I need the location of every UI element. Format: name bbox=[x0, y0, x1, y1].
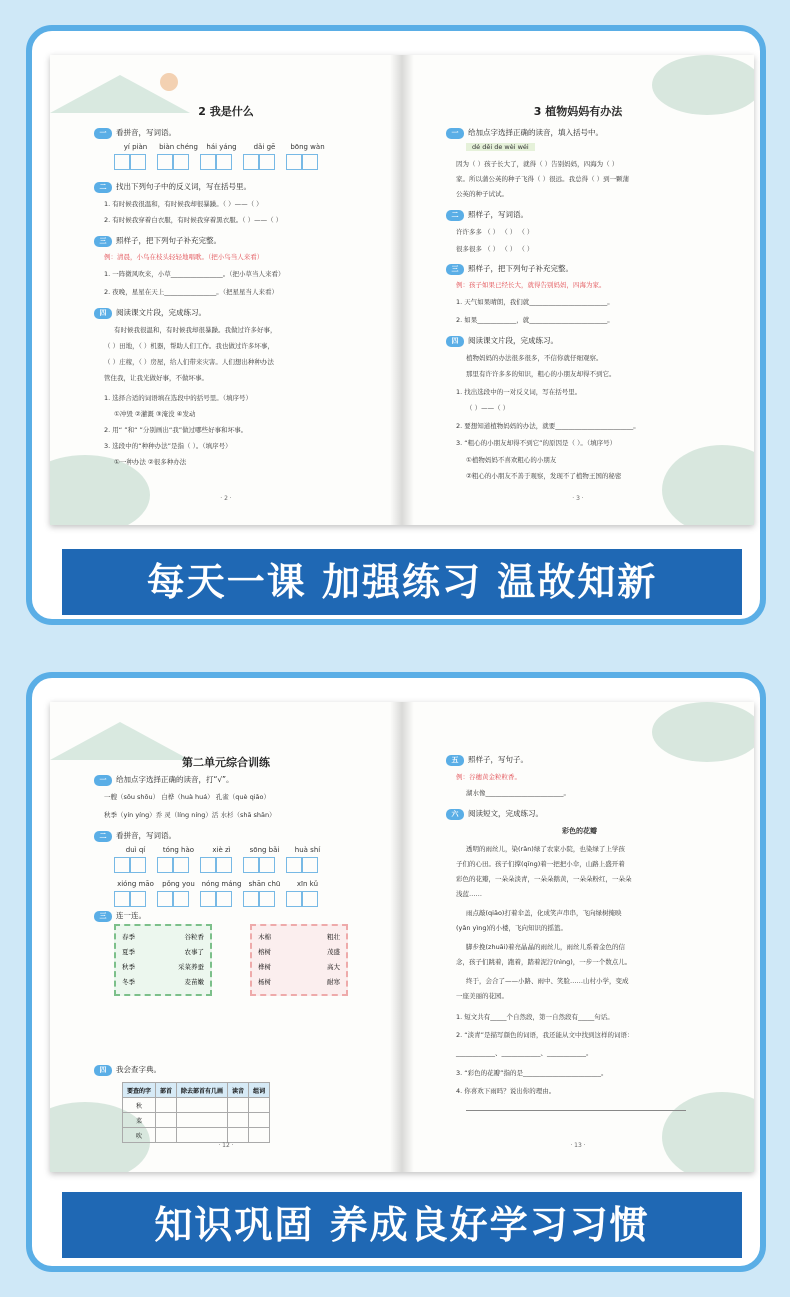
pinyin-row: xióng māo pǒng you nóng máng shān chū xīn kǔ bbox=[117, 880, 319, 888]
table-row: 秋 bbox=[123, 1098, 270, 1113]
section-2: 二 照样子，写词语。 bbox=[446, 209, 528, 221]
section-4: 四 我会查字典。 bbox=[94, 1064, 161, 1076]
writing-cell[interactable] bbox=[157, 154, 173, 170]
book-spine bbox=[390, 702, 414, 1172]
section-3: 三 照样子，把下列句子补充完整。 bbox=[446, 263, 573, 275]
writing-cell[interactable] bbox=[243, 857, 259, 873]
open-workbook bbox=[50, 702, 754, 1172]
match-row[interactable]: 春季 谷粒香 bbox=[122, 933, 204, 941]
page-title: 第二单元综合训练 bbox=[182, 756, 270, 769]
writing-cell[interactable] bbox=[200, 857, 216, 873]
writing-cell[interactable] bbox=[157, 891, 173, 907]
sun-decoration bbox=[160, 73, 178, 91]
page-title: 2 我是什么 bbox=[198, 105, 254, 118]
section-6: 六 阅读短文，完成练习。 bbox=[446, 808, 543, 820]
writing-cell[interactable] bbox=[243, 154, 259, 170]
matching-box-seasons bbox=[114, 924, 212, 996]
writing-cell[interactable] bbox=[130, 857, 146, 873]
writing-cell[interactable] bbox=[259, 857, 275, 873]
match-row[interactable]: 杨树 耐寒 bbox=[258, 978, 340, 986]
writing-cell[interactable] bbox=[130, 154, 146, 170]
table-row: 菜 bbox=[123, 1113, 270, 1128]
writing-cell[interactable] bbox=[216, 857, 232, 873]
writing-grid-row bbox=[114, 891, 329, 907]
section-1: 一 给加点字选择正确的读音，打“√”。 bbox=[94, 774, 234, 786]
match-row[interactable]: 冬季 麦苗嫩 bbox=[122, 978, 204, 986]
workbook-page-2: 2 我是什么 一 看拼音，写词语。 yí piàn biàn chéng hái yáng dǎi gē bōng wàn 二 找出下列句子中的反义词，写在括号里。 1. 有时候我很温和，有时候我却很暴躁。（ ）——（ ） 2. 有时候我穿着白衣服，有时候我穿着黑衣服。（ ）——（ ） 三 照样子，把下列句子补充完整。 例：清晨，小鸟在枝头轻轻地唱歌。（把小鸟当人来看） 1. 一阵微风吹来，小草________________。（把小草当人来看） 2. 夜晚，星星在天上________________。（把星星当人来看） 四 阅读课文片段，完成练习。 有时候我很温和，有时候我却很暴躁。我做过许多好事， （ ）田地，（ ）机器，帮助人们工作。我也做过许多坏事， （ ）庄稼，（ ）房屋，给人们带来灾害。人们想出种种办法 管住我，让我光做好事，不做坏事。 1. 选择合适的词语填在选段中的括号里。（填序号） ①冲毁 ②灌溉 ③淹没 ④发动 2. 用“ ”和“ ”分别画出“我”做过哪些好事和坏事。 3. 选段中的“种种办法”是指（ ）。（填序号） ①一种办法 ②很多种办法 · 2 · bbox=[50, 55, 402, 525]
feature-card-1 bbox=[26, 25, 766, 625]
writing-cell[interactable] bbox=[286, 891, 302, 907]
writing-cell[interactable] bbox=[173, 154, 189, 170]
section-1: 一 给加点字选择正确的读音，填入括号中。 bbox=[446, 127, 603, 139]
match-row[interactable]: 木棉 粗壮 bbox=[258, 933, 340, 941]
writing-cell[interactable] bbox=[286, 857, 302, 873]
page-number: · 2 · bbox=[220, 495, 232, 502]
pinyin-row: yí piàn biàn chéng hái yáng dǎi gē bōng wàn bbox=[123, 143, 325, 151]
section-4: 四 阅读课文片段，完成练习。 bbox=[446, 335, 558, 347]
writing-cell[interactable] bbox=[173, 891, 189, 907]
writing-cell[interactable] bbox=[302, 857, 318, 873]
writing-cell[interactable] bbox=[259, 154, 275, 170]
writing-cell[interactable] bbox=[302, 891, 318, 907]
page-title: 3 植物妈妈有办法 bbox=[533, 105, 623, 118]
writing-cell[interactable] bbox=[200, 891, 216, 907]
answer-line[interactable] bbox=[466, 1110, 686, 1111]
writing-cell[interactable] bbox=[216, 891, 232, 907]
dictionary-table: 要查的字 部首 除去部首有几画 读音 组词 秋 菜 吹 bbox=[122, 1082, 270, 1143]
section-2: 二 看拼音，写词语。 bbox=[94, 830, 176, 842]
match-row[interactable]: 榕树 茂盛 bbox=[258, 948, 340, 956]
table-row: 吹 bbox=[123, 1128, 270, 1143]
writing-cell[interactable] bbox=[173, 857, 189, 873]
writing-cell[interactable] bbox=[243, 891, 259, 907]
workbook-page-13: 五 照样子，写句子。 例：谷穗黄金粒粒香。 湖水像________________________。 六 阅读短文，完成练习。 彩色的花瓣 透明的雨丝儿，染(rǎn)绿了农家小院，也染绿了上学孩 子们的心田。孩子们撑(qīng)着一把把小伞，山路上盛开着 彩色的花瓣，一朵朵淡青，一朵朵鹅黄，一朵朵粉红，一朵朵 浅蓝…… 雨点敲(qiāo)打着伞盖，化成笑声串串，飞向绿树掩映 (yǎn yìng)的小楼，飞向知识的摇篮。 脚步挽(zhuāi)着亮晶晶的雨丝儿，雨丝儿系着金色的信 念，孩子们跳着，跑着，踏着泥泞(nìng)，一步一个数点儿。 终于，会合了——小路、雨中、笑脸……山村小学，变成 一座美丽的花园。 1. 短文共有_____个自然段，第一自然段有_____句话。 2. “淡青”是描写颜色的词语，我还能从文中找到这样的词语： ____________、____________、____________。 3. “彩色的花瓣”指的是________________________。 4. 你喜欢下雨吗？说出你的理由。 · 13 · bbox=[402, 702, 754, 1172]
pinyin-row: duì qí tóng hào xiè zì sōng bǎi huà shí bbox=[125, 846, 321, 854]
match-row[interactable]: 秋季 采菜养蚕 bbox=[122, 963, 204, 971]
section-2: 二 找出下列句子中的反义词，写在括号里。 bbox=[94, 181, 251, 193]
match-row[interactable]: 夏季 农事了 bbox=[122, 948, 204, 956]
slogan-banner: 知识巩固 养成良好学习习惯 bbox=[62, 1192, 742, 1258]
workbook-page-3: 3 植物妈妈有办法 一 给加点字选择正确的读音，填入括号中。 dé děi de wèi wéi 因为（ ）孩子长大了，就得（ ）告别妈妈，四海为（ ） 家。所以蒲公英的种子飞得（ ）很远。我总得（ ）到一颗蒲 公英的种子试试。 二 照样子，写词语。 许许多多 （ ） （ ） （ ） 很多很多 （ ） （ ） （ ） 三 照样子，把下列句子补充完整。 例：孩子如果已经长大，就得告别妈妈，四海为家。 1. 天气如果晴朗，我们就________________________。 2. 如果____________，就________________________。 四 阅读课文片段，完成练习。 植物妈妈的办法很多很多，不信你就仔细观察。 那里有许许多多的知识，粗心的小朋友却得不到它。 1. 找出选段中的一对反义词，写在括号里。 （ ）——（ ） 2. 要想知道植物妈妈的办法，就要________________________。 3. “粗心的小朋友却得不到它”的原因是（ ）。（填序号） ①植物妈妈不喜欢粗心的小朋友 ②粗心的小朋友不善于观察，发现不了植物王国的秘密 · 3 · bbox=[402, 55, 754, 525]
writing-cell[interactable] bbox=[259, 891, 275, 907]
matching-box-trees bbox=[250, 924, 348, 996]
page-number: · 12 · bbox=[218, 1142, 234, 1149]
section-4: 四 阅读课文片段，完成练习。 bbox=[94, 307, 206, 319]
landscape-decoration bbox=[662, 445, 754, 525]
writing-cell[interactable] bbox=[200, 154, 216, 170]
page-number: · 3 · bbox=[572, 495, 584, 502]
landscape-decoration bbox=[662, 1092, 754, 1172]
section-1: 一 看拼音，写词语。 bbox=[94, 127, 176, 139]
slogan-banner: 每天一课 加强练习 温故知新 bbox=[62, 549, 742, 615]
section-3: 三 连一连。 bbox=[94, 910, 146, 922]
writing-cell[interactable] bbox=[114, 154, 130, 170]
open-workbook bbox=[50, 55, 754, 525]
workbook-page-12: 第二单元综合训练 一 给加点字选择正确的读音，打“√”。 一艘（sōu shōu） 白桦（huà huá） 孔雀（què qiǎo） 秋季（yín yíng）乔 灵（líng níng）活 水杉（shā shān） 二 看拼音，写词语。 duì qí tóng hào xiè zì sōng bǎi huà shí xióng māo pǒng you nóng máng shān chū xīn kǔ 三 连一连。 春季 谷粒香 夏季 农事了 秋季 采菜养蚕 冬季 麦苗嫩 木棉 粗壮 榕树 茂盛 桦树 高大 杨树 耐寒 四 我会查字典。 要查的字 部首 除去部首有几画 读音 组词 秋 菜 吹 · 12 · bbox=[50, 702, 402, 1172]
match-row[interactable]: 桦树 高大 bbox=[258, 963, 340, 971]
writing-cell[interactable] bbox=[302, 154, 318, 170]
writing-cell[interactable] bbox=[114, 857, 130, 873]
writing-cell[interactable] bbox=[216, 154, 232, 170]
book-spine bbox=[390, 55, 414, 525]
feature-card-2 bbox=[26, 672, 766, 1272]
section-3: 三 照样子，把下列句子补充完整。 bbox=[94, 235, 221, 247]
writing-cell[interactable] bbox=[130, 891, 146, 907]
page-number: · 13 · bbox=[570, 1142, 586, 1149]
writing-grid-row bbox=[114, 857, 329, 873]
writing-cell[interactable] bbox=[114, 891, 130, 907]
reading-options: dé děi de wèi wéi bbox=[466, 143, 535, 151]
writing-cell[interactable] bbox=[286, 154, 302, 170]
writing-grid-row bbox=[114, 154, 329, 170]
tree-decoration bbox=[652, 702, 754, 762]
writing-cell[interactable] bbox=[157, 857, 173, 873]
story-title: 彩色的花瓣 bbox=[562, 827, 597, 835]
section-5: 五 照样子，写句子。 bbox=[446, 754, 528, 766]
